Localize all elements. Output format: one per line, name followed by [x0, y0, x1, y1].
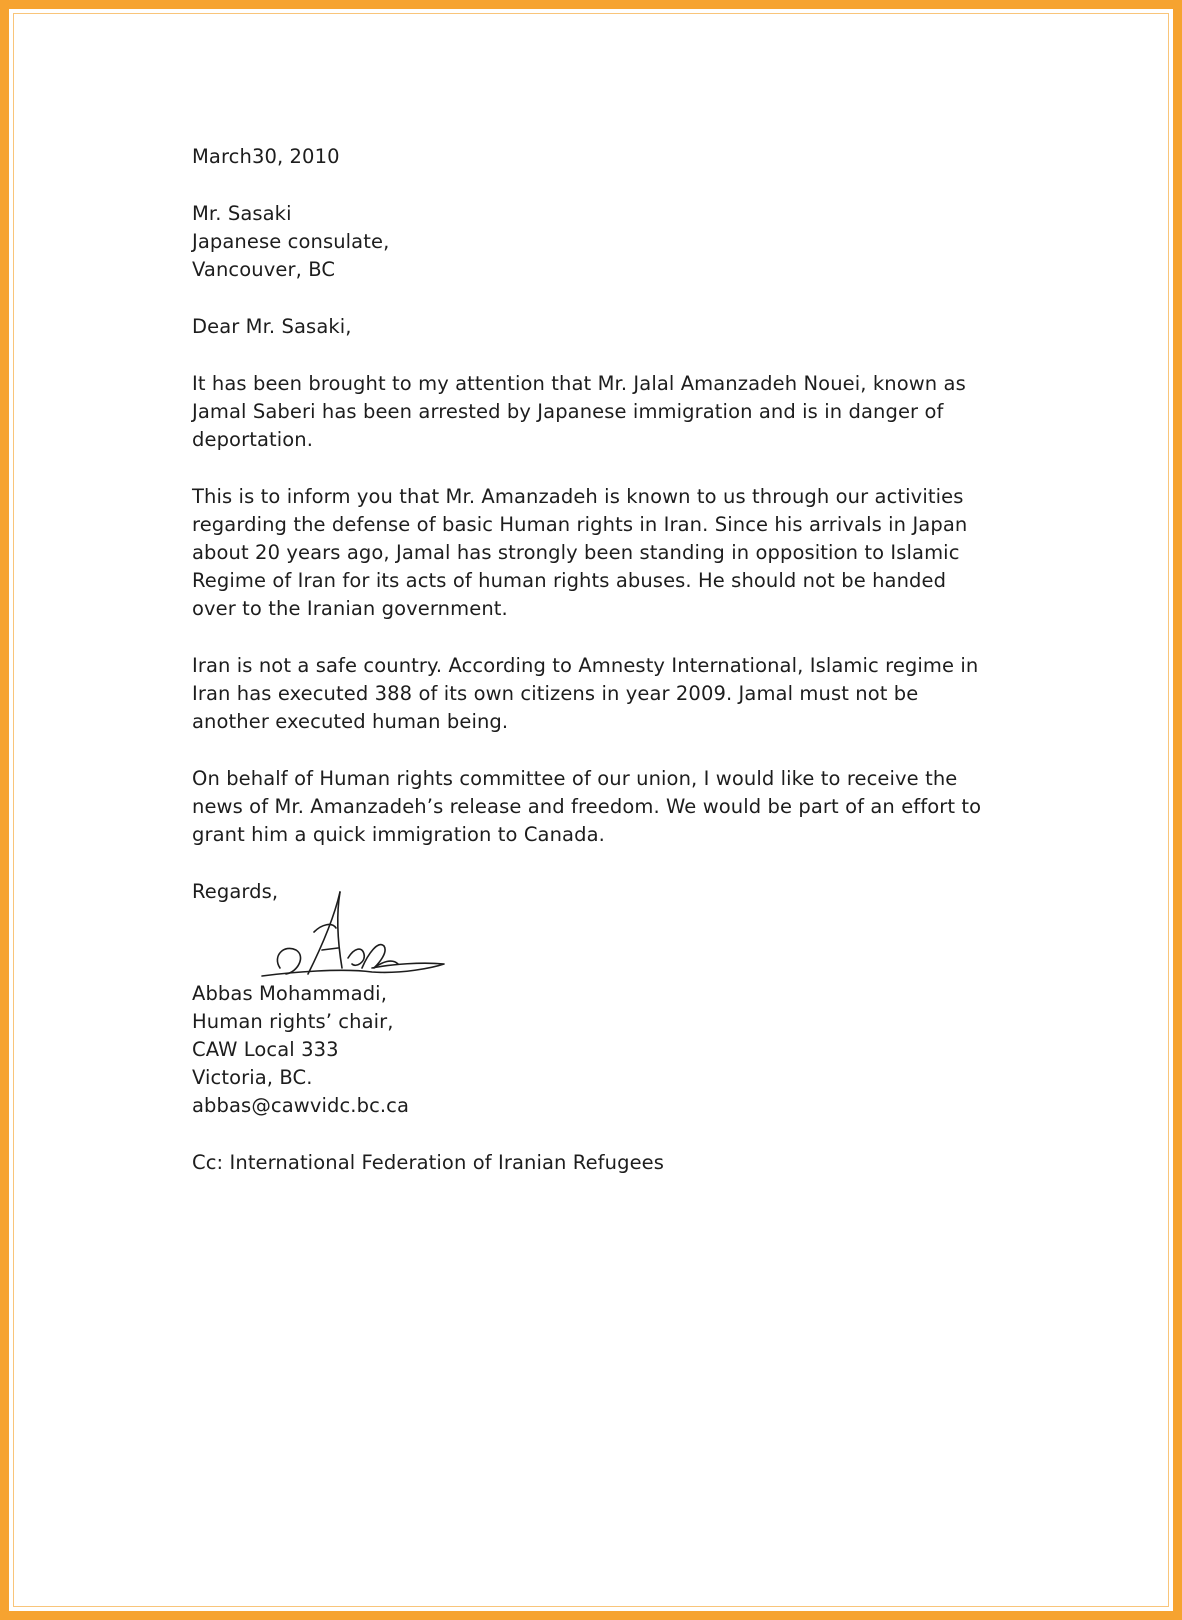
salutation: Dear Mr. Sasaki, — [192, 315, 352, 338]
paragraph-line: deportation. — [192, 428, 314, 451]
signer-city: Victoria, BC. — [192, 1066, 313, 1089]
paragraph-2 — [192, 483, 1072, 623]
recipient-name: Mr. Sasaki — [192, 202, 292, 225]
paragraph-line: over to the Iranian government. — [192, 597, 508, 620]
letter-date: March30, 2010 — [192, 145, 340, 168]
signer-title: Human rights’ chair, — [192, 1010, 394, 1033]
paragraph-1 — [192, 370, 1072, 454]
paragraph-line: This is to inform you that Mr. Amanzadeh is known to us through our activities — [192, 485, 964, 508]
letter-body — [192, 143, 1072, 1177]
paragraph-4 — [192, 765, 1072, 849]
carbon-copy: Cc: International Federation of Iranian Refugees — [192, 1151, 665, 1174]
paragraph-line: Iran has executed 388 of its own citizens in year 2009. Jamal must not be — [192, 682, 919, 705]
recipient-address — [192, 200, 1072, 284]
recipient-city: Vancouver, BC — [192, 258, 336, 281]
signer-email: abbas@cawvidc.bc.ca — [192, 1094, 410, 1117]
paragraph-line: regarding the defense of basic Human rights in Iran. Since his arrivals in Japan — [192, 513, 968, 536]
recipient-organization: Japanese consulate, — [192, 230, 390, 253]
paragraph-line: about 20 years ago, Jamal has strongly been standing in opposition to Islamic — [192, 541, 960, 564]
signer-name: Abbas Mohammadi, — [192, 982, 388, 1005]
signer-block — [192, 980, 1072, 1120]
paragraph-line: It has been brought to my attention that Mr. Jalal Amanzadeh Nouei, known as — [192, 372, 966, 395]
closing-block — [192, 878, 1072, 988]
closing: Regards, — [192, 880, 279, 903]
paragraph-line: On behalf of Human rights committee of our union, I would like to receive the — [192, 767, 958, 790]
paragraph-line: news of Mr. Amanzadeh’s release and freedom. We would be part of an effort to — [192, 795, 982, 818]
paragraph-line: grant him a quick immigration to Canada. — [192, 823, 605, 846]
paragraph-line: Jamal Saberi has been arrested by Japanese immigration and is in danger of — [192, 400, 944, 423]
paragraph-line: Iran is not a safe country. According to Amnesty International, Islamic regime in — [192, 654, 979, 677]
paragraph-3 — [192, 652, 1072, 736]
paragraph-line: another executed human being. — [192, 710, 509, 733]
paragraph-line: Regime of Iran for its acts of human rights abuses. He should not be handed — [192, 569, 947, 592]
signer-organization: CAW Local 333 — [192, 1038, 339, 1061]
